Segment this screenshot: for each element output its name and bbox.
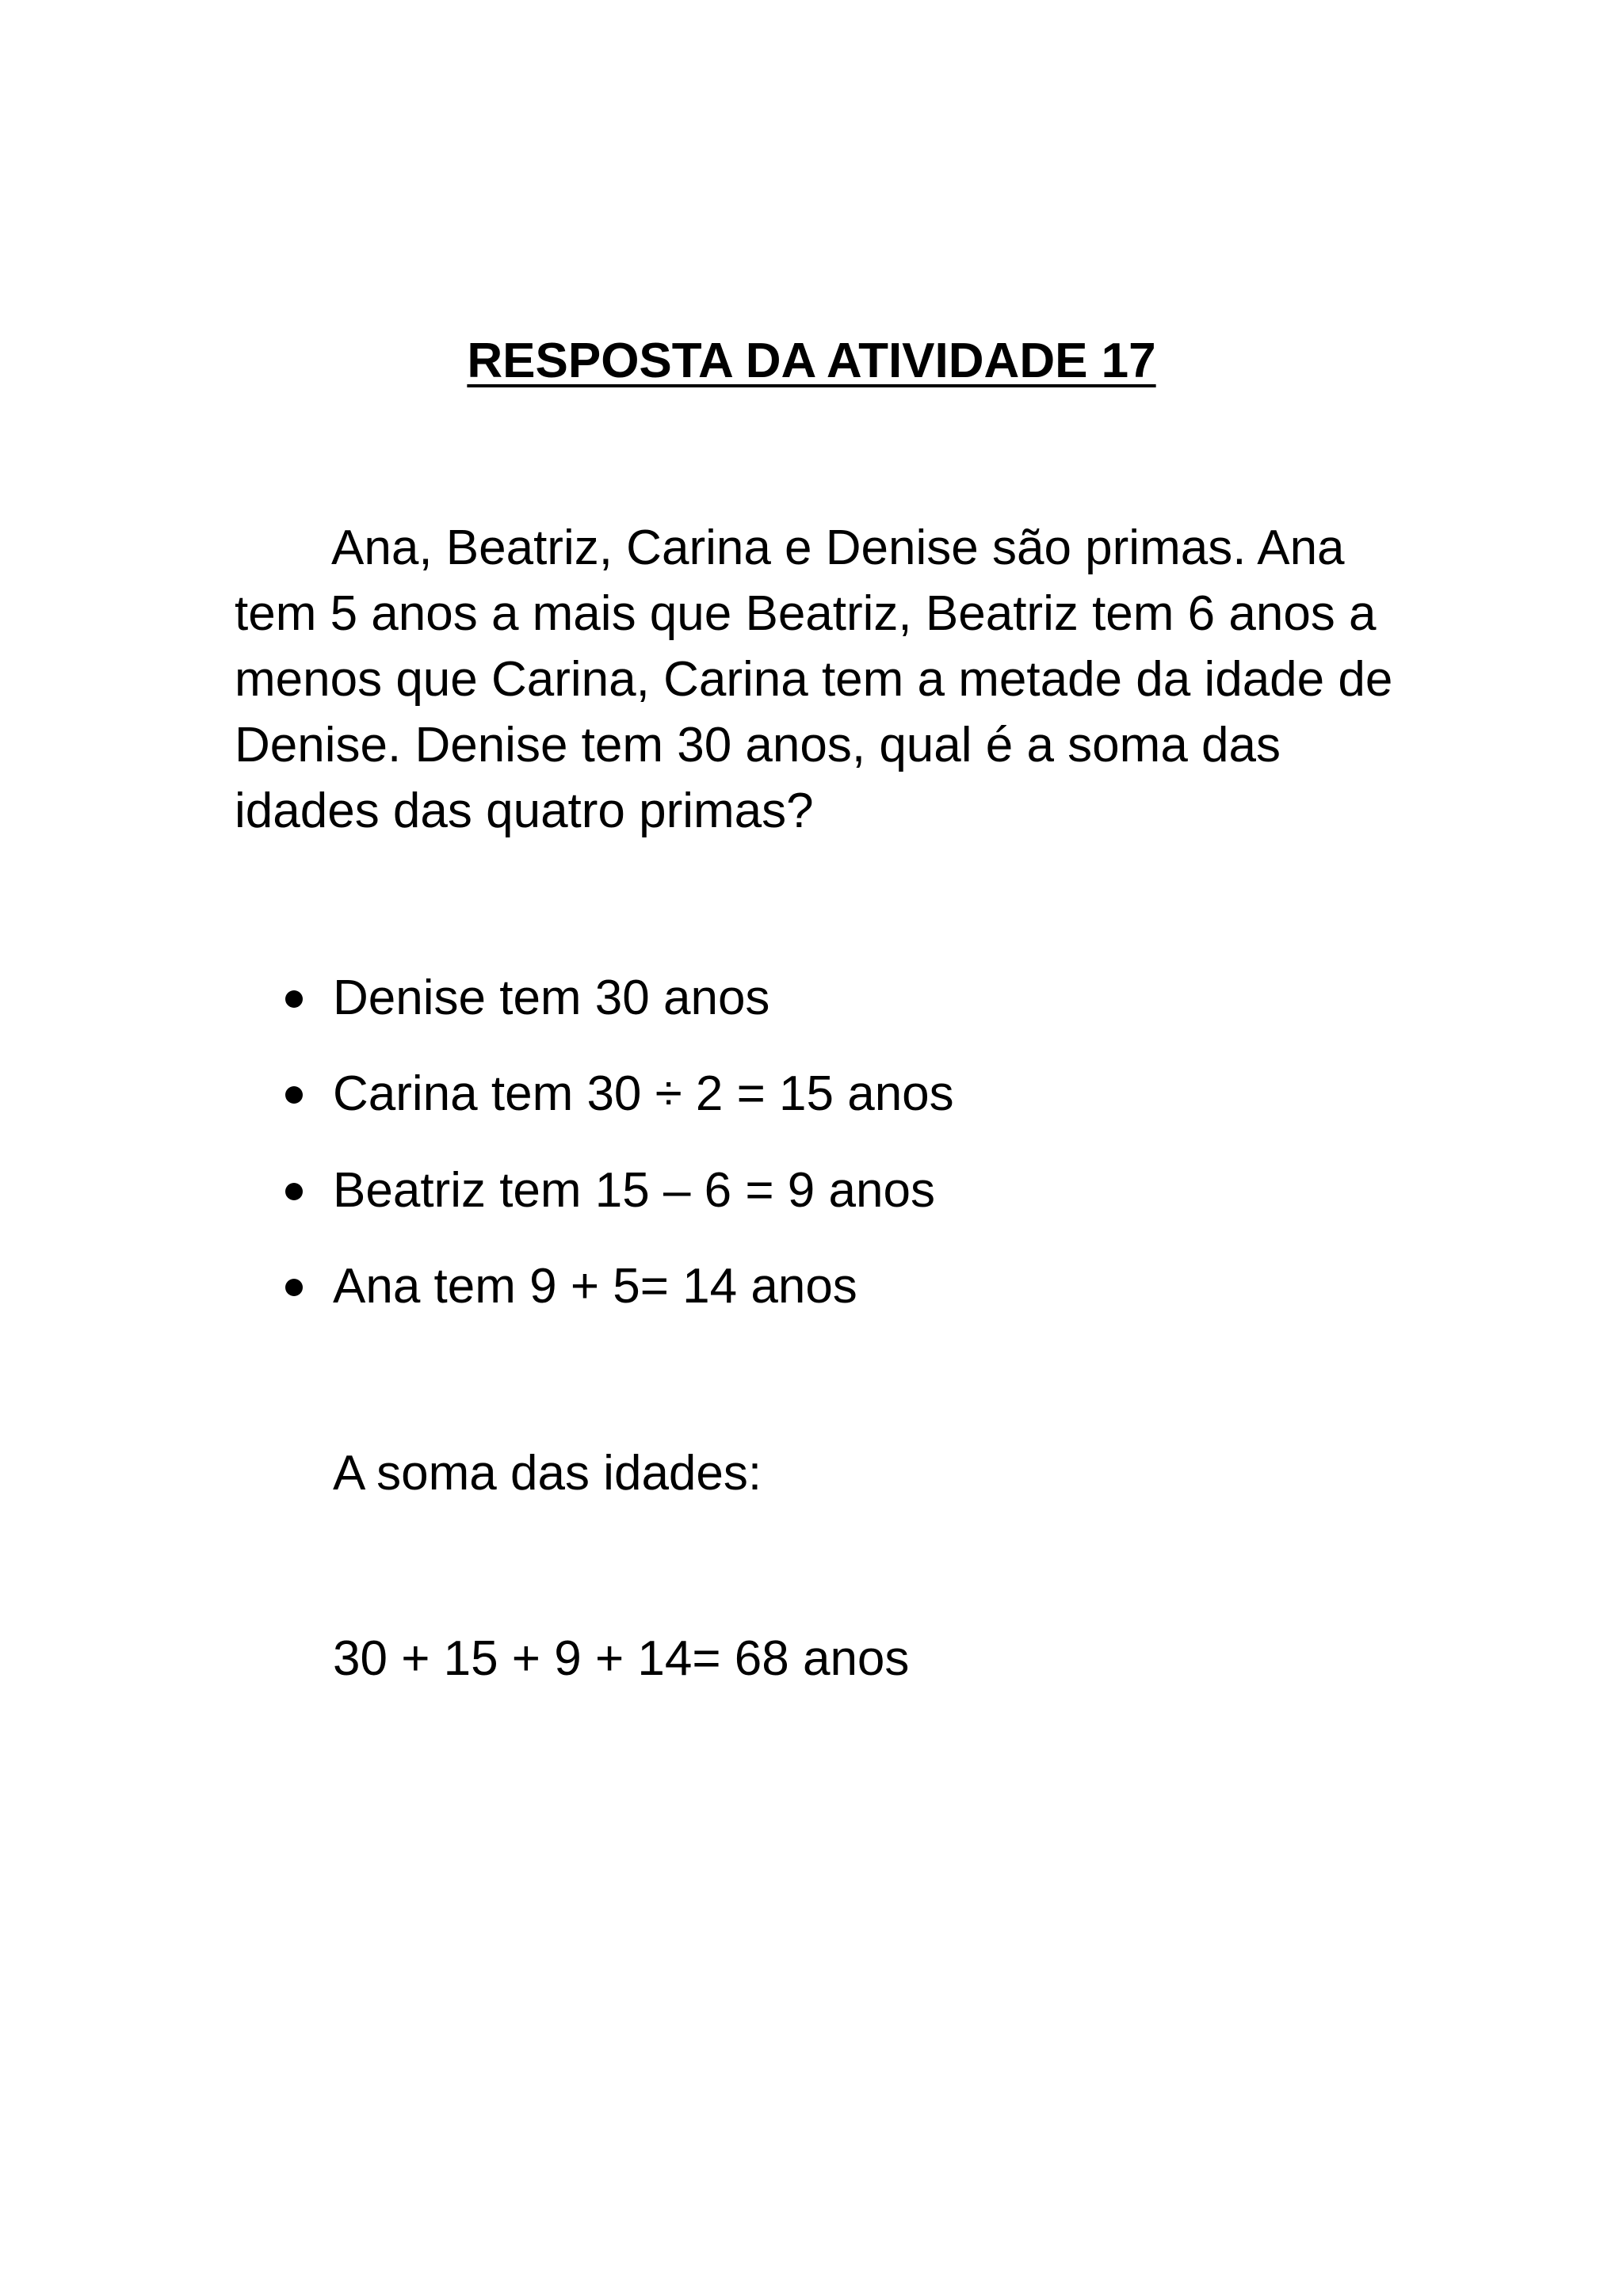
step-text: Carina tem 30 ÷ 2 = 15 anos [333,1066,954,1121]
solution-step [0,1255,1623,1318]
bullet-icon [285,1183,303,1200]
problem-line: Denise. Denise tem 30 anos, qual é a soma das [235,718,1281,772]
problem-line: tem 5 anos a mais que Beatriz, Beatriz tem 6 anos a [235,586,1377,641]
solution-step [0,1159,1623,1222]
bullet-icon [285,1086,303,1104]
problem-line: idades das quatro primas? [235,784,814,838]
bullet-icon [285,990,303,1008]
step-text: Denise tem 30 anos [333,971,770,1025]
step-text: Ana tem 9 + 5= 14 anos [333,1259,857,1314]
title-text: RESPOSTA DA ATIVIDADE 17 [467,334,1156,388]
problem-statement [235,515,1423,844]
sum-result: 30 + 15 + 9 + 14= 68 anos [333,1631,910,1686]
solution-step [0,1062,1623,1126]
problem-line: Ana, Beatriz, Carina e Denise são primas. Ana [331,521,1345,575]
page-title [0,333,1623,390]
step-text: Beatriz tem 15 – 6 = 9 anos [333,1163,935,1218]
bullet-icon [285,1279,303,1296]
sum-label: A soma das idades: [333,1446,762,1501]
solution-step [0,967,1623,1030]
problem-line: menos que Carina, Carina tem a metade da idade de [235,652,1393,707]
